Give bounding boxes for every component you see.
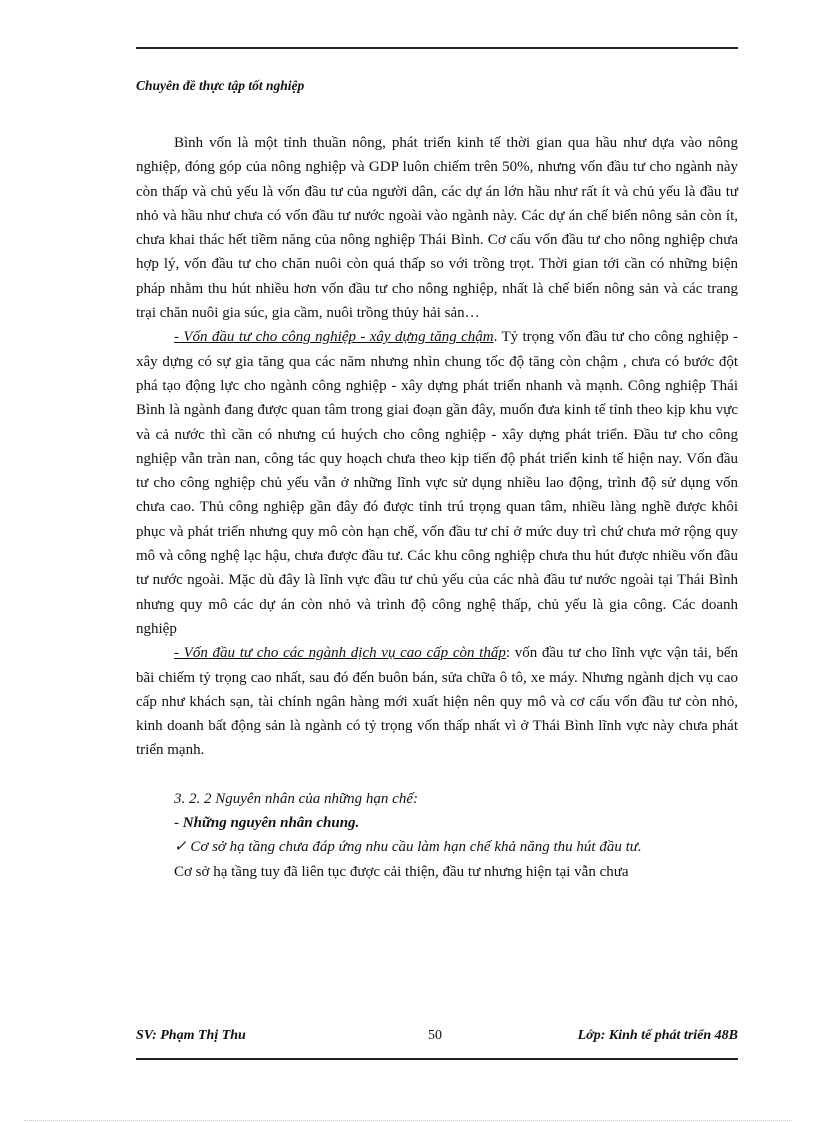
checkmark-bullet: ✓ Cơ sở hạ tầng chưa đáp ứng nhu cầu làm hạn chế khả năng thu hút đầu tư. [174, 839, 642, 856]
header-title: Chuyên đề thực tập tốt nghiệp [136, 78, 305, 93]
paragraph-services [136, 641, 738, 762]
document-body [136, 131, 738, 884]
services-text: : vốn đầu tư cho lĩnh vực vận tải, bến bãi chiếm tỷ trọng cao nhất, sau đó đến buôn bán, sửa chữa ô tô, xe máy. Nhưng ngành dịch vụ cao cấp như khách sạn, tài chính ngân hàng mới xuất hiện nên quy mô và cơ cấu vốn đầu tư còn nhỏ, kinh doanh bất động sản là ngành có tỷ trọng vốn thấp nhất vì ở Thái Bình lĩnh vực này chưa phát triển mạnh. [136, 645, 739, 759]
footer-page-number: 50 [428, 1028, 442, 1043]
industry-text: . Tỷ trọng vốn đầu tư cho công nghiệp - xây dựng có sự gia tăng qua các năm nhưng nhìn chung tốc độ tăng còn chậm , chưa có bước đột phá tạo động lực cho ngành công nghiệp - xây dựng phát triển nhanh và mạnh. Công nghiệp Thái Bình là ngành đang được quan tâm trong giai đoạn gần đây, muốn đưa kinh tế tỉnh theo kịp khu vực và cả nước thì cần có nhưng cú huých cho công nghiệp - xây dựng phát triển. Đầu tư cho công nghiệp vẫn tràn nan, công tác quy hoạch chưa theo kịp tiến độ phát triển kinh tế hiện nay. Vốn đầu tư cho công nghiệp chủ yếu vẫn ở những lĩnh vực sử dụng nhiều lao động, trình độ sử dụng vốn chưa cao. Thủ công nghiệp gần đây đó được tỉnh trú trọng quan tâm, nhiều làng nghề được khôi phục và phát triển nhưng quy mô còn hạn chế, vốn đầu tư chỉ ở mức duy trì chứ chưa mở rộng quy mô và công nghệ lạc hậu, chưa được đầu tư. Các khu công nghiệp chưa thu hút được nhiều vốn đầu tư nước ngoài. Mặc dù đây là lĩnh vực đầu tư chủ yếu của các nhà đầu tư nước ngoài tại Thái Bình nhưng quy mô các dự án còn nhỏ và trình độ công nghệ thấp, chủ yếu là gia công. Các doanh nghiệp [136, 329, 738, 637]
services-lead: - Vốn đầu tư cho các ngành dịch vụ cao cấp còn thấp [174, 645, 506, 662]
section-heading: 3. 2. 2 Nguyên nhân của những hạn chế: [174, 790, 418, 807]
page-edge-dots [24, 1120, 792, 1121]
paragraph-industry [136, 325, 738, 641]
paragraph-infrastructure: Cơ sở hạ tầng tuy đã liên tục được cải thiện, đầu tư nhưng hiện tại vẫn chưa [174, 863, 629, 880]
page-footer [136, 1028, 738, 1048]
footer-rule [136, 1058, 738, 1060]
sub-heading-prefix: - [174, 815, 183, 832]
header-rule [136, 47, 738, 49]
industry-lead: - Vốn đầu tư cho công nghiệp - xây dựng tăng chậm [174, 329, 494, 346]
footer-class: Lớp: Kinh tế phát triển 48B [577, 1028, 738, 1043]
paragraph-agriculture: Bình vốn là một tỉnh thuần nông, phát triển kinh tế thời gian qua hầu như dựa vào nông nghiệp, đóng góp của nông nghiệp và GDP luôn chiếm trên 50%, nhưng vốn đầu tư cho ngành này còn thấp và chủ yếu là vốn đầu tư của người dân, các dự án lớn hầu như rất ít và chủ yếu là đầu tư nhỏ và hầu như chưa có vốn đầu tư nước ngoài vào ngành này. Các dự án chế biến nông sản còn ít, chưa khai thác hết tiềm năng của nông nghiệp Thái Bình. Cơ cấu vốn đầu tư cho nông nghiệp chưa hợp lý, vốn đầu tư cho chăn nuôi còn quá thấp so với trồng trọt. Thời gian tới cần có những biện pháp nhằm thu hút nhiều hơn vốn đầu tư cho nông nghiệp, nhất là chế biến nông sản và các trang trại chăn nuôi gia súc, gia cầm, nuôi trồng thủy hải sản… [136, 135, 738, 322]
footer-student: SV: Phạm Thị Thu [136, 1028, 246, 1043]
sub-heading [136, 811, 738, 835]
sub-heading-text: Những nguyên nhân chung. [182, 815, 360, 832]
